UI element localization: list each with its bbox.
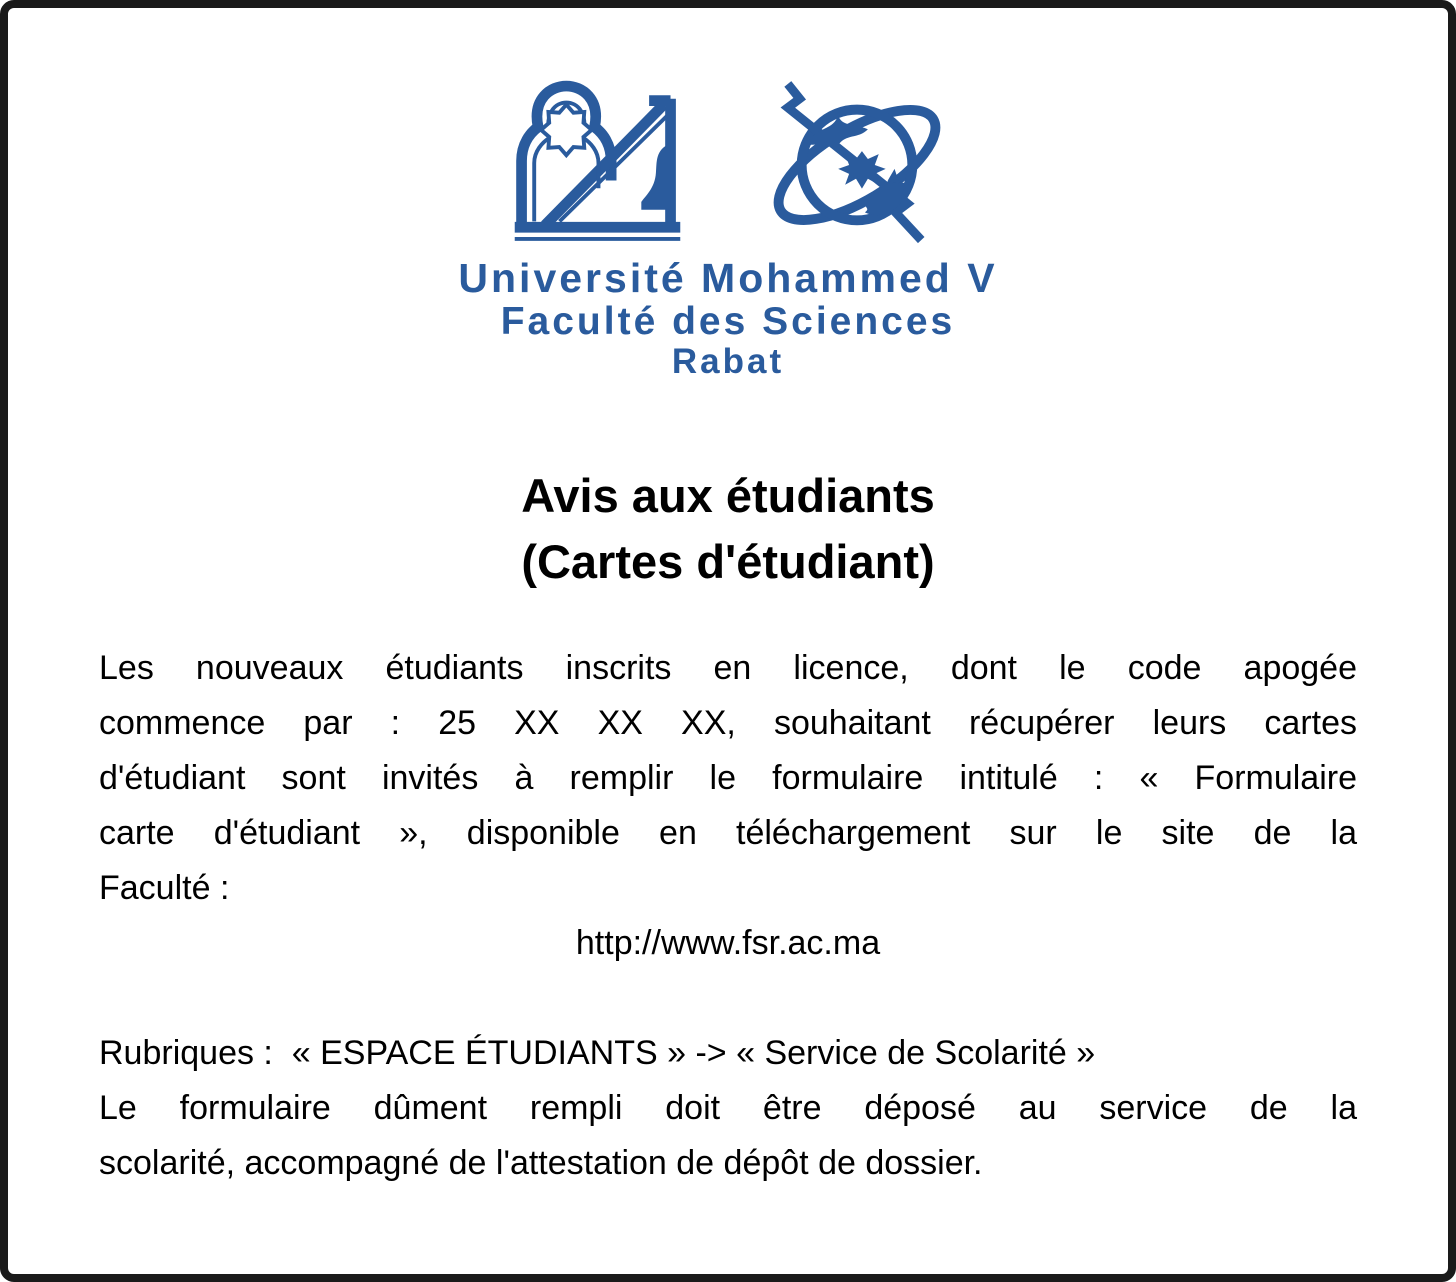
paragraph-line: commence par : 25 XX XX XX, souhaitant récupérer leurs cartes bbox=[99, 704, 1357, 742]
paragraph-line: d'étudiant sont invités à remplir le formulaire intitulé : « Formulaire bbox=[99, 759, 1357, 797]
logo-city-name: Rabat bbox=[671, 342, 785, 381]
university-arch-icon bbox=[505, 78, 690, 246]
notice-title-line1: Avis aux étudiants bbox=[521, 469, 935, 522]
science-globe-icon bbox=[762, 78, 952, 246]
spacer bbox=[99, 971, 1357, 1026]
paragraph-line: Le formulaire dûment rempli doit être déposé au service de la bbox=[99, 1089, 1357, 1127]
rubriques-line: Rubriques : « ESPACE ÉTUDIANTS » -> « Service de Scolarité » bbox=[99, 1034, 1096, 1072]
closing-paragraph bbox=[99, 1081, 1357, 1191]
paragraph-line: Les nouveaux étudiants inscrits en licence, dont le code apogée bbox=[99, 649, 1357, 687]
paragraph-line: scolarité, accompagné de l'attestation de dépôt de dossier. bbox=[99, 1144, 983, 1182]
university-logo bbox=[8, 78, 1448, 381]
paragraph-line: carte d'étudiant », disponible en téléchargement sur le site de la bbox=[99, 814, 1357, 852]
logo-emblems bbox=[8, 78, 1448, 246]
notice-title-line2: (Cartes d'étudiant) bbox=[521, 535, 935, 588]
logo-university-name: Université Mohammed V bbox=[458, 255, 998, 301]
logo-faculty-name: Faculté des Sciences bbox=[500, 300, 956, 343]
paragraph-line: Faculté : bbox=[99, 869, 230, 907]
intro-paragraph bbox=[99, 641, 1357, 916]
notice-body bbox=[8, 641, 1448, 1191]
faculty-website-url: http://www.fsr.ac.ma bbox=[575, 924, 881, 962]
notice-title bbox=[8, 463, 1448, 595]
